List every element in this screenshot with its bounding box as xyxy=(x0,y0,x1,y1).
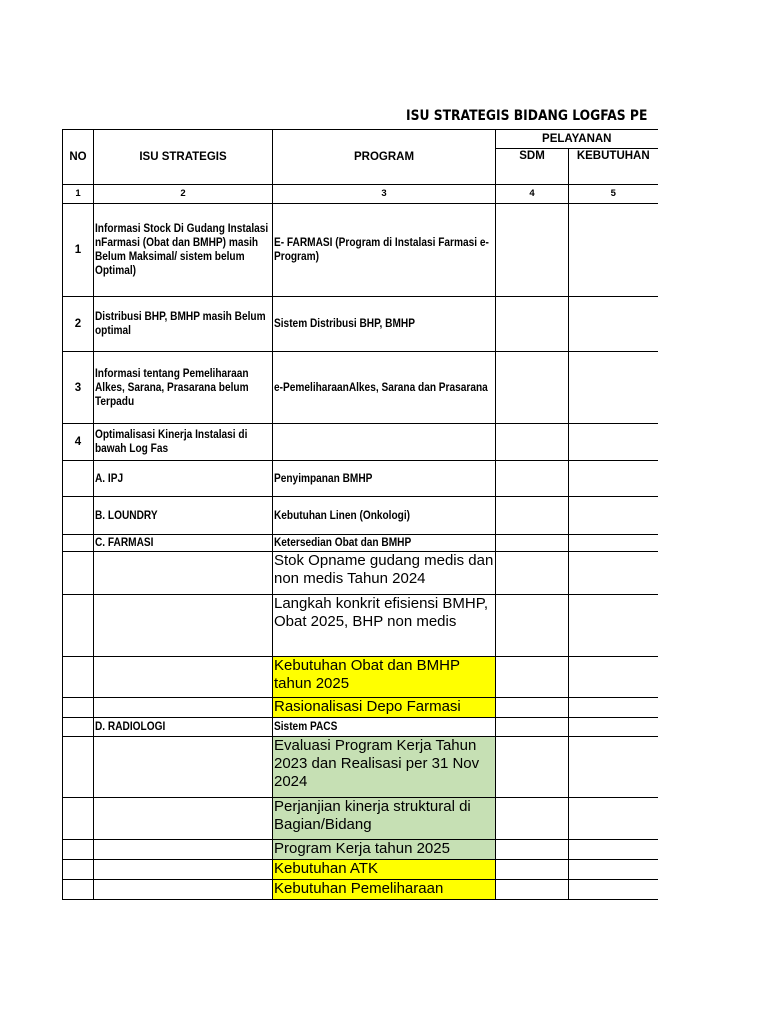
row-sdm xyxy=(496,840,569,860)
row-program-cell xyxy=(273,204,496,297)
row-no xyxy=(63,880,94,900)
row-kebutuhan xyxy=(569,461,658,497)
table-row xyxy=(63,497,658,535)
row-sdm xyxy=(496,424,569,461)
row-kebutuhan xyxy=(569,840,658,860)
col-number: 4 xyxy=(496,185,569,204)
row-no xyxy=(63,657,94,698)
row-isu-cell xyxy=(94,424,273,461)
row-program-cell xyxy=(273,297,496,352)
row-no xyxy=(63,535,94,552)
row-kebutuhan xyxy=(569,297,658,352)
row-kebutuhan xyxy=(569,535,658,552)
row-program: Perjanjian kinerja struktural di Bagian/Bidang xyxy=(273,798,496,840)
row-isu xyxy=(94,737,273,798)
row-program-cell xyxy=(273,424,496,461)
row-program: Kebutuhan Pemeliharaan xyxy=(273,880,496,900)
row-program-cell xyxy=(273,535,496,552)
col-number: 2 xyxy=(94,185,273,204)
col-number: 3 xyxy=(273,185,496,204)
column-number-row xyxy=(63,185,658,204)
row-isu: C. FARMASI xyxy=(95,537,154,549)
row-no xyxy=(63,552,94,595)
row-sdm xyxy=(496,461,569,497)
row-isu xyxy=(94,698,273,718)
row-program: Program Kerja tahun 2025 xyxy=(273,840,496,860)
row-no xyxy=(63,595,94,657)
row-isu: Informasi tentang Pemeliharaan Alkes, Sarana, Prasarana belum Terpadu xyxy=(95,367,249,408)
header-row-1 xyxy=(63,130,658,149)
table-row xyxy=(63,840,658,860)
row-sdm xyxy=(496,798,569,840)
row-kebutuhan xyxy=(569,657,658,698)
row-isu xyxy=(94,880,273,900)
row-kebutuhan xyxy=(569,798,658,840)
row-program: Kebutuhan Linen (Onkologi) xyxy=(274,509,411,522)
row-no: 4 xyxy=(63,424,94,461)
row-isu-cell xyxy=(94,204,273,297)
row-isu: Distribusi BHP, BMHP masih Belum optimal xyxy=(95,311,266,337)
header-kebutuhan: KEBUTUHAN xyxy=(569,149,658,185)
row-isu xyxy=(94,860,273,880)
table-row xyxy=(63,718,658,737)
table-row xyxy=(63,798,658,840)
table-row xyxy=(63,535,658,552)
table-row xyxy=(63,657,658,698)
row-program: Rasionalisasi Depo Farmasi xyxy=(273,698,496,718)
row-isu-cell xyxy=(94,535,273,552)
row-isu xyxy=(94,798,273,840)
row-no: 2 xyxy=(63,297,94,352)
row-isu xyxy=(94,595,273,657)
row-program: Langkah konkrit efisiensi BMHP, Obat 2025, BHP non medis xyxy=(273,595,496,657)
table-row xyxy=(63,737,658,798)
col-number: 1 xyxy=(63,185,94,204)
row-program-cell xyxy=(273,461,496,497)
row-program: Evaluasi Program Kerja Tahun 2023 dan Realisasi per 31 Nov 2024 xyxy=(273,737,496,798)
row-isu-cell xyxy=(94,461,273,497)
row-no xyxy=(63,860,94,880)
row-sdm xyxy=(496,204,569,297)
row-sdm xyxy=(496,297,569,352)
row-sdm xyxy=(496,352,569,424)
row-sdm xyxy=(496,657,569,698)
row-isu xyxy=(94,657,273,698)
row-kebutuhan xyxy=(569,424,658,461)
table-row xyxy=(63,880,658,900)
row-isu-cell xyxy=(94,352,273,424)
row-program: Kebutuhan Obat dan BMHP tahun 2025 xyxy=(273,657,496,698)
row-kebutuhan xyxy=(569,352,658,424)
table-row xyxy=(63,352,658,424)
row-sdm xyxy=(496,698,569,718)
col-number: 5 xyxy=(569,185,658,204)
row-sdm xyxy=(496,595,569,657)
row-kebutuhan xyxy=(569,737,658,798)
row-program: Penyimpanan BMHP xyxy=(274,472,373,485)
row-kebutuhan xyxy=(569,595,658,657)
header-pelayanan: PELAYANAN xyxy=(496,130,658,149)
row-program: E- FARMASI (Program di Instalasi Farmasi e- Program) xyxy=(274,237,489,263)
row-sdm xyxy=(496,880,569,900)
row-program: Ketersedian Obat dan BMHP xyxy=(274,537,412,549)
row-isu-cell xyxy=(94,297,273,352)
table-row xyxy=(63,424,658,461)
row-program: Kebutuhan ATK xyxy=(273,860,496,880)
row-program-cell xyxy=(273,497,496,535)
row-isu: D. RADIOLOGI xyxy=(95,721,166,733)
header-sdm: SDM xyxy=(496,149,569,185)
row-kebutuhan xyxy=(569,880,658,900)
document-title: ISU STRATEGIS BIDANG LOGFAS PE xyxy=(406,108,648,124)
row-sdm xyxy=(496,737,569,798)
row-no xyxy=(63,737,94,798)
row-sdm xyxy=(496,497,569,535)
row-sdm xyxy=(496,535,569,552)
row-kebutuhan xyxy=(569,497,658,535)
row-kebutuhan xyxy=(569,698,658,718)
row-no xyxy=(63,718,94,737)
row-kebutuhan xyxy=(569,860,658,880)
row-kebutuhan xyxy=(569,552,658,595)
row-sdm xyxy=(496,860,569,880)
row-program: Stok Opname gudang medis dan non medis Tahun 2024 xyxy=(273,552,496,595)
row-isu xyxy=(94,552,273,595)
table-row xyxy=(63,552,658,595)
strategic-issues-table xyxy=(62,129,658,900)
row-isu-cell xyxy=(94,718,273,737)
row-isu: Informasi Stock Di Gudang Instalasi nFarmasi (Obat dan BMHP) masih Belum Maksimal/ sistem belum Optimal) xyxy=(95,223,269,277)
table-row xyxy=(63,595,658,657)
row-isu-cell xyxy=(94,497,273,535)
row-no xyxy=(63,461,94,497)
row-kebutuhan xyxy=(569,718,658,737)
row-no xyxy=(63,497,94,535)
row-isu xyxy=(94,840,273,860)
row-program: Sistem Distribusi BHP, BMHP xyxy=(274,318,415,330)
row-program-cell xyxy=(273,352,496,424)
row-program-cell xyxy=(273,718,496,737)
table-row xyxy=(63,461,658,497)
row-isu: Optimalisasi Kinerja Instalasi di bawah Log Fas xyxy=(95,429,248,455)
row-program: Sistem PACS xyxy=(274,721,338,733)
header-no: NO xyxy=(63,130,94,185)
row-sdm xyxy=(496,718,569,737)
row-isu: B. LOUNDRY xyxy=(95,509,158,522)
table-row xyxy=(63,698,658,718)
row-no xyxy=(63,798,94,840)
row-no: 1 xyxy=(63,204,94,297)
row-no xyxy=(63,840,94,860)
row-sdm xyxy=(496,552,569,595)
row-no: 3 xyxy=(63,352,94,424)
table-row xyxy=(63,297,658,352)
header-program: PROGRAM xyxy=(273,130,496,185)
row-no xyxy=(63,698,94,718)
row-isu: A. IPJ xyxy=(95,472,124,485)
row-kebutuhan xyxy=(569,204,658,297)
row-program: e-PemeliharaanAlkes, Sarana dan Prasarana xyxy=(274,381,488,394)
header-isu-strategis: ISU STRATEGIS xyxy=(94,130,273,185)
table-row xyxy=(63,860,658,880)
table-row xyxy=(63,204,658,297)
